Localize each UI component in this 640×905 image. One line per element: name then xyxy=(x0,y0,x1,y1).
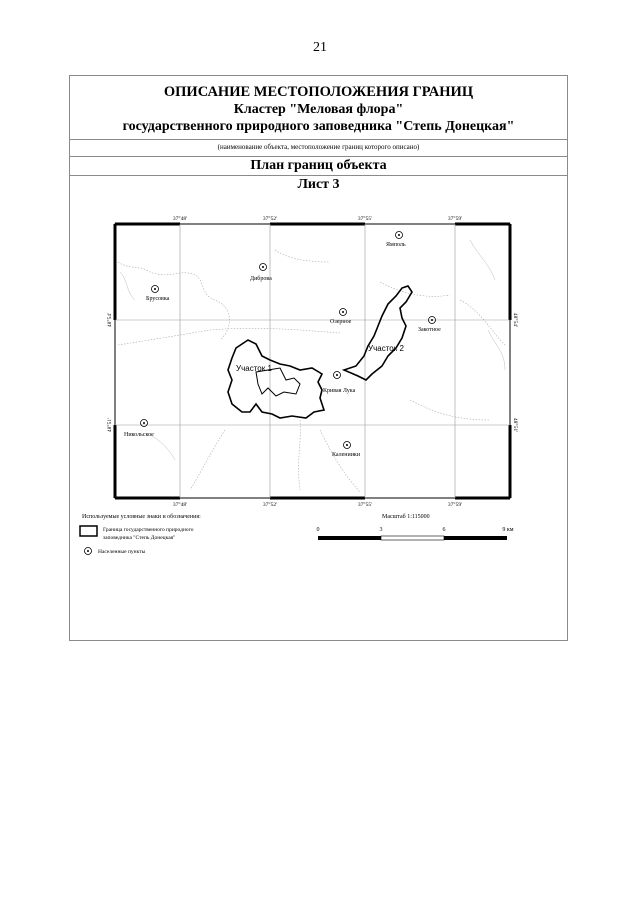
sheet-label: Лист 3 xyxy=(297,177,340,192)
legend-boundary-label: заповедника "Степь Донецкая" xyxy=(103,535,176,541)
svg-text:Никольское: Никольское xyxy=(124,432,154,438)
settlement-ozernoe xyxy=(330,309,352,326)
top-tick: 37°55' xyxy=(357,216,373,222)
scale-tick: 0 xyxy=(316,527,320,533)
reserve-name: государственного природного заповедника "Степь Донецкая" xyxy=(122,119,515,134)
map-frame xyxy=(115,224,510,498)
bottom-tick: 37°48' xyxy=(172,502,188,508)
settlement-kaleniiki xyxy=(332,442,361,459)
map-background-lines xyxy=(118,250,505,492)
map-grid xyxy=(115,224,510,498)
settlement-nikolskoe xyxy=(124,420,154,439)
svg-text:Калениики: Калениики xyxy=(332,452,361,458)
area-2-label: Участок 2 xyxy=(368,344,404,353)
scale-label: Масштаб 1:115000 xyxy=(382,514,430,520)
bottom-tick: 37°52' xyxy=(262,502,278,508)
bottom-tick: 37°55' xyxy=(357,502,373,508)
settlement-zakotnoe xyxy=(418,317,441,334)
svg-text:Брусовка: Брусовка xyxy=(146,296,170,302)
scale-tick: 9 км xyxy=(502,527,514,533)
right-tick: 48°51' xyxy=(512,417,518,433)
top-tick: 37°52' xyxy=(262,216,278,222)
object-caption: (наименование объекта, местоположение границ которого описано) xyxy=(70,139,567,157)
svg-text:Ямполь: Ямполь xyxy=(386,242,406,248)
right-tick: 48°54' xyxy=(512,312,518,328)
left-tick: 48°54' xyxy=(107,312,113,328)
top-tick: 37°59' xyxy=(447,216,463,222)
settlement-brusovka xyxy=(146,286,170,303)
legend-boundary-label: Граница государственного природного xyxy=(103,527,194,533)
left-tick: 48°51' xyxy=(107,417,113,433)
map-terrain-lines xyxy=(120,240,505,460)
legend-title: Используемые условные знаки и обозначения: xyxy=(82,514,201,520)
svg-text:Закотное: Закотное xyxy=(418,327,441,333)
page-number: 21 xyxy=(313,40,327,55)
settlement-krivaya-luka xyxy=(323,372,356,395)
document-title: ОПИСАНИЕ МЕСТОПОЛОЖЕНИЯ ГРАНИЦ xyxy=(163,84,474,100)
bottom-tick: 37°59' xyxy=(447,502,463,508)
svg-text:Кривая Лука: Кривая Лука xyxy=(323,388,356,394)
map-edge-bars xyxy=(115,224,510,498)
area-2-boundary xyxy=(344,286,412,380)
scale-bar xyxy=(318,536,507,540)
svg-text:Диброва: Диброва xyxy=(250,276,272,282)
scale-tick: 3 xyxy=(379,527,383,533)
legend-boundary-symbol xyxy=(80,526,97,536)
area-1-boundary xyxy=(228,340,324,418)
top-tick: 37°48' xyxy=(172,216,188,222)
settlement-dibrova xyxy=(250,264,272,283)
legend-settlement-label: Населенные пункты xyxy=(98,549,146,555)
svg-text:Озерное: Озерное xyxy=(330,319,352,325)
scale-tick: 6 xyxy=(442,527,446,533)
settlement-yampol xyxy=(386,232,406,249)
plan-title: План границ объекта xyxy=(70,156,567,176)
cluster-name: Кластер "Меловая флора" xyxy=(233,102,404,117)
area-1-label: Участок 1 xyxy=(236,364,272,373)
